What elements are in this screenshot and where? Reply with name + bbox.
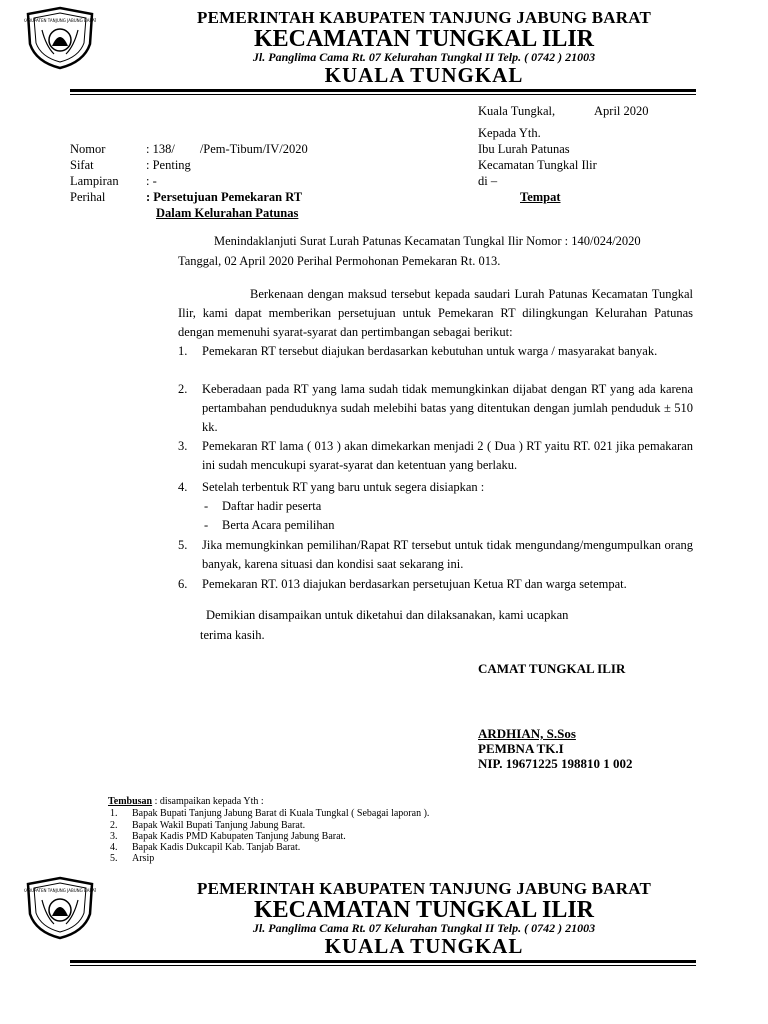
lampiran-label: Lampiran (70, 174, 119, 188)
item-number: 1. (178, 344, 188, 358)
perihal-label: Perihal (70, 190, 106, 204)
signature-name: ARDHIAN, S.Sos (478, 726, 576, 741)
recipient-line: Kepada Yth. (478, 126, 541, 140)
perihal-value: : Persetujuan Pemekaran RT (146, 190, 303, 204)
para1-line1: Menindaklanjuti Surat Lurah Patunas Kecamatan Tungkal Ilir Nomor : 140/024/2020 (214, 234, 641, 248)
kop-address: Jl. Panglima Cama Rt. 07 Kelurahan Tungkal II Telp. ( 0742 ) 21003 (252, 50, 596, 64)
tembusan-heading (108, 796, 264, 807)
cc-number: 2. (110, 820, 118, 831)
subitem-dash: - (204, 518, 209, 532)
closing-line1: Demikian disampaikan untuk diketahui dan dilaksanakan, kami ucapkan (206, 608, 569, 622)
cc-text: Bapak Kadis PMD Kabupaten Tanjung Jabung Barat. (132, 831, 346, 842)
svg-text:KABUPATEN TANJUNG JABUNG BARAT: KABUPATEN TANJUNG JABUNG BARAT (24, 888, 96, 893)
cc-number: 3. (110, 831, 118, 842)
para2: Berkenaan dengan maksud tersebut kepada saudari Lurah Patunas Kecamatan Tungkal Ilir, kami dapat memberikan persetujuan untuk Pemekaran RT dilingkungan Kelurahan Patunas dengan memenuhi syarat-syarat dan pertimbangan sebagai berikut: (178, 287, 693, 339)
place: Kuala Tungkal, (478, 104, 556, 118)
cc-text: Bapak Kadis Dukcapil Kab. Tanjab Barat. (132, 842, 301, 853)
subitem-text: Berta Acara pemilihan (222, 518, 335, 532)
kop-address: Jl. Panglima Cama Rt. 07 Kelurahan Tungkal II Telp. ( 0742 ) 21003 (252, 921, 596, 935)
item-number: 2. (178, 382, 188, 396)
kop-divider-thin (70, 965, 696, 966)
item-number: 3. (178, 439, 188, 453)
tembusan-intro: : disampaikan kepada Yth : (152, 796, 264, 807)
closing-line2: terima kasih. (200, 628, 265, 642)
item-text: Keberadaan pada RT yang lama sudah tidak memungkinkan dijabat dengan RT yang ada karena pertambahan penduduknya sudah melebihi batas yang ditentukan dengan jumlah penduduk ± 510 kk. (202, 382, 693, 434)
recipient-line: Ibu Lurah Patunas (478, 142, 570, 156)
perihal-value-2: Dalam Kelurahan Patunas (156, 206, 299, 220)
item-number: 5. (178, 538, 188, 552)
signature-title: CAMAT TUNGKAL ILIR (478, 661, 626, 676)
subitem-text: Daftar hadir peserta (222, 499, 322, 513)
item-text: Jika memungkinkan pemilihan/Rapat RT tersebut untuk tidak mengundang/mengumpulkan orang banyak, karena situasi dan kondisi saat sekarang ini. (202, 538, 693, 571)
cc-number: 1. (110, 808, 118, 819)
para1-line2: Tanggal, 02 April 2020 Perihal Permohonan Pemekaran Rt. 013. (178, 254, 501, 268)
item-number: 4. (178, 480, 188, 494)
kop-district: KECAMATAN TUNGKAL ILIR (253, 26, 595, 52)
signature-nip: NIP. 19671225 198810 1 002 (478, 756, 633, 771)
item-text: Pemekaran RT lama ( 013 ) akan dimekarkan menjadi 2 ( Dua ) RT yaitu RT. 021 jika pemakaran ini sudah mencukupi syarat-syarat dan ketentuan yang berlaku. (202, 439, 693, 472)
kop-divider (70, 89, 696, 92)
kop-government: PEMERINTAH KABUPATEN TANJUNG JABUNG BARAT (196, 8, 651, 27)
item-text: Setelah terbentuk RT yang baru untuk segera disiapkan : (202, 480, 485, 494)
cc-number: 5. (110, 853, 118, 864)
kop-government: PEMERINTAH KABUPATEN TANJUNG JABUNG BARAT (196, 879, 651, 898)
sifat-label: Sifat (70, 158, 94, 172)
signature-rank: PEMBNA TK.I (478, 741, 564, 756)
lampiran-value: : - (146, 174, 157, 188)
kop-district: KECAMATAN TUNGKAL ILIR (253, 897, 595, 923)
kop-divider-thin (70, 94, 696, 95)
tembusan-label: Tembusan (108, 796, 153, 807)
recipient-line: Kecamatan Tungkal Ilir (478, 158, 597, 172)
item-text: Pemekaran RT tersebut diajukan berdasarkan kebutuhan untuk warga / masyarakat banyak. (202, 344, 658, 358)
nomor-value: : 138/ /Pem-Tibum/IV/2020 (146, 142, 308, 156)
item-text: Pemekaran RT. 013 diajukan berdasarkan persetujuan Ketua RT dan warga setempat. (202, 577, 627, 591)
recipient-line: di – (478, 174, 498, 188)
cc-number: 4. (110, 842, 118, 853)
svg-text:KABUPATEN TANJUNG JABUNG BARAT: KABUPATEN TANJUNG JABUNG BARAT (24, 18, 96, 23)
cc-text: Bapak Wakil Bupati Tanjung Jabung Barat. (132, 820, 306, 831)
kop-divider (70, 960, 696, 963)
cc-text: Bapak Bupati Tanjung Jabung Barat di Kuala Tungkal ( Sebagai laporan ). (132, 808, 430, 819)
recipient-place: Tempat (520, 190, 561, 204)
item-number: 6. (178, 577, 188, 591)
date: April 2020 (594, 104, 649, 118)
subitem-dash: - (204, 499, 209, 513)
cc-text: Arsip (132, 853, 155, 864)
kop-city: KUALA TUNGKAL (324, 63, 524, 87)
sifat-value: : Penting (146, 158, 191, 172)
kop-city: KUALA TUNGKAL (324, 934, 524, 958)
nomor-label: Nomor (70, 142, 106, 156)
